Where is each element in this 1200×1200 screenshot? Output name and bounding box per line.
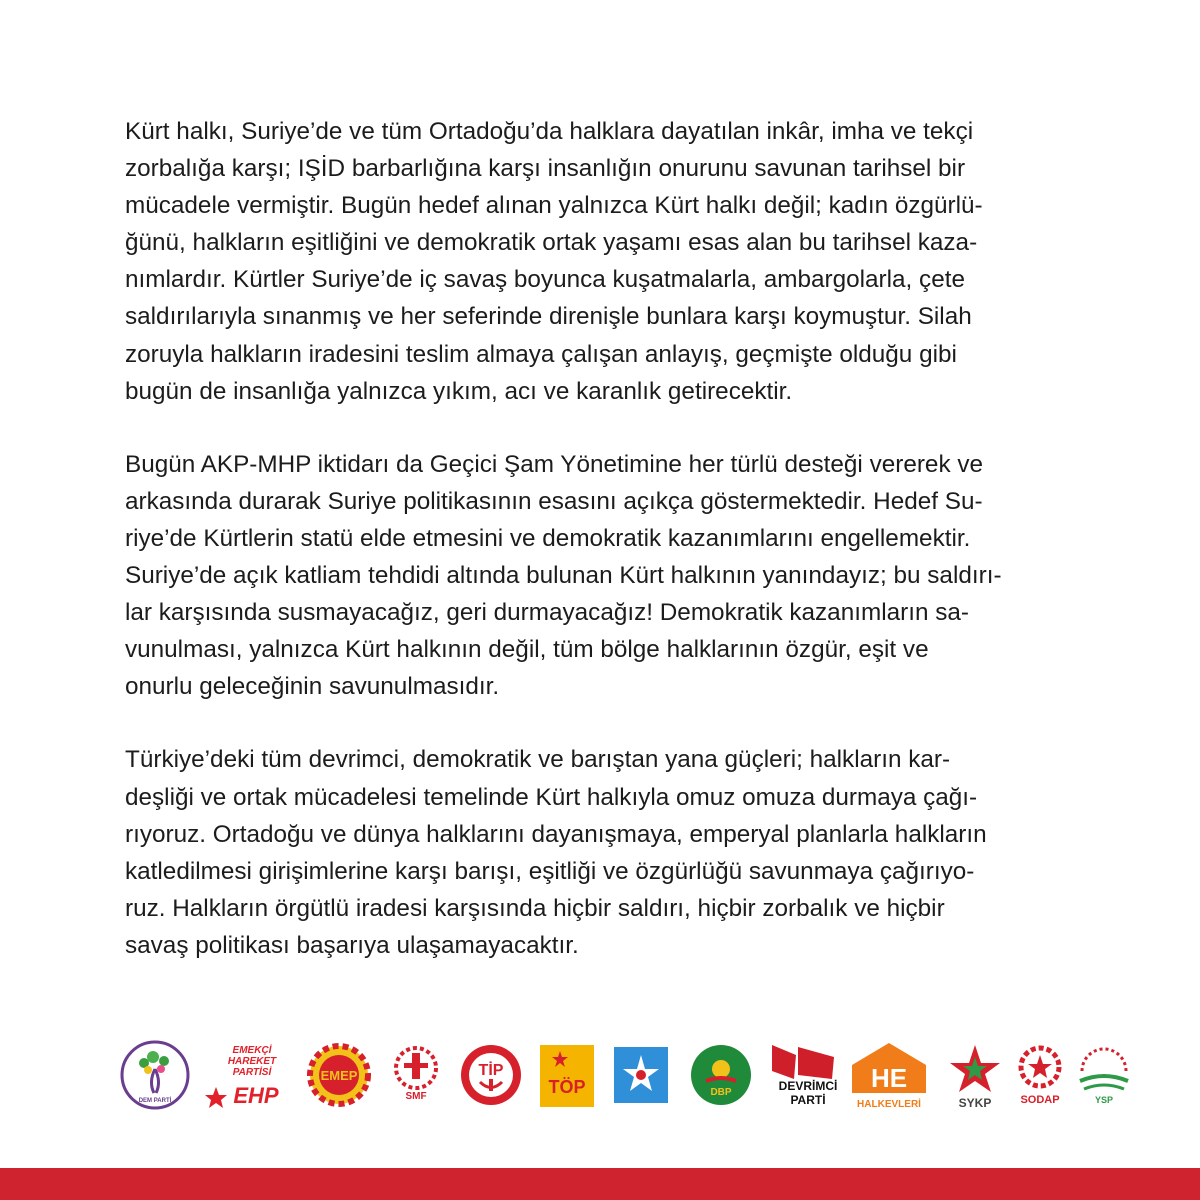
text-line: Kürt halkı, Suriye’de ve tüm Ortadoğu’da halklara dayatılan inkâr, imha ve tekçi <box>125 118 974 145</box>
text-line: zorbalığa karşı; IŞİD barbarlığına karşı insanlığın onurunu savunan tarihsel bir <box>125 155 966 183</box>
text-line: Türkiye’deki tüm devrimci, demokratik ve barıştan yana güçleri; halkların kar- <box>125 746 951 774</box>
svg-text:HE: HE <box>870 1063 908 1093</box>
paragraph-3 <box>125 741 1075 964</box>
sodap-logo <box>1014 1035 1066 1115</box>
smf-logo <box>388 1035 444 1115</box>
dbp-logo <box>688 1035 754 1115</box>
text-line: nımlardır. Kürtler Suriye’de iç savaş boyunca kuşatmalarla, ambargolarla, çete <box>125 266 965 294</box>
tip-logo <box>458 1035 524 1115</box>
text-line: deşliği ve ortak mücadelesi temelinde Kürt halkıyla omuz omuza durmaya çağı- <box>125 783 978 811</box>
svg-text:EMEP: EMEP <box>320 1068 358 1083</box>
svg-text:DEVRİMCİ: DEVRİMCİ <box>778 1079 838 1093</box>
devrimci-parti-logo <box>768 1035 838 1115</box>
svg-text:HALKEVLERİ: HALKEVLERİ <box>857 1099 921 1110</box>
statement-body <box>125 113 1075 964</box>
paragraph-1 <box>125 113 1075 410</box>
svg-text:SODAP: SODAP <box>1020 1094 1060 1106</box>
svg-text:DEM PARTİ: DEM PARTİ <box>138 1098 172 1104</box>
text-line: lar karşısında susmayacağız, geri durmayacağız! Demokratik kazanımların sa- <box>125 599 969 627</box>
party-logos-strip <box>118 1035 1114 1115</box>
svg-text:HAREKET: HAREKET <box>227 1056 277 1067</box>
text-line: rıyoruz. Ortadoğu ve dünya halklarını dayanışmaya, emperyal planlarla halkların <box>125 820 987 848</box>
text-line: savaş politikası başarıya ulaşamayacaktır. <box>125 931 579 959</box>
svg-text:PARTİSİ: PARTİSİ <box>232 1067 272 1078</box>
text-line: mücadele vermiştir. Bugün hedef alınan yalnızca Kürt halkı değil; kadın özgürlü- <box>125 192 983 220</box>
dem-parti-logo <box>118 1035 192 1115</box>
text-line: Bugün AKP-MHP iktidarı da Geçici Şam Yönetimine her türlü desteği vererek ve <box>125 450 984 478</box>
svg-text:PARTİ: PARTİ <box>790 1093 826 1107</box>
ysp-logo <box>1072 1035 1136 1115</box>
text-line: ğünü, halkların eşitliğini ve demokratik ortak yaşamı esas alan bu tarihsel kaza- <box>125 229 978 257</box>
svg-text:EHP: EHP <box>233 1083 279 1108</box>
svg-text:DBP: DBP <box>710 1087 732 1098</box>
text-line: ruz. Halkların örgütlü iradesi karşısında hiçbir saldırı, hiçbir zorbalık ve hiçbir <box>125 894 945 922</box>
text-line: onurlu geleceğinin savunulmasıdır. <box>125 673 500 701</box>
sykp-logo <box>946 1035 1004 1115</box>
svg-text:SMF: SMF <box>405 1091 427 1102</box>
text-line: saldırılarıyla sınanmış ve her seferinde direnişle bunlara karşı koymuştur. Silah <box>125 303 972 331</box>
text-line: Suriye’de açık katliam tehdidi altında bulunan Kürt halkının yanındayız; bu saldırı- <box>125 562 1002 590</box>
text-line: bugün de insanlığa yalnızca yıkım, acı ve karanlık getirecektir. <box>125 377 793 405</box>
ehp-logo <box>204 1035 290 1115</box>
footer-bar <box>0 1168 1200 1200</box>
top-logo <box>538 1035 596 1115</box>
text-line: katledilmesi girişimlerine karşı barışı, eşitliği ve özgürlüğü savunmaya çağırıyo- <box>125 857 975 885</box>
svg-text:TÖP: TÖP <box>548 1077 586 1097</box>
star-blue-logo <box>612 1035 670 1115</box>
svg-text:EMEKÇİ: EMEKÇİ <box>232 1045 272 1056</box>
text-line: arkasında durarak Suriye politikasının esasını açıkça göstermektedir. Hedef Su- <box>125 487 983 515</box>
svg-text:SYKP: SYKP <box>958 1096 992 1110</box>
halkevleri-logo <box>848 1035 930 1115</box>
svg-text:YSP: YSP <box>1094 1095 1114 1105</box>
emep-logo <box>306 1035 372 1115</box>
svg-text:TİP: TİP <box>478 1062 504 1079</box>
text-line: riye’de Kürtlerin statü elde etmesini ve demokratik kazanımlarını engellemektir. <box>125 524 971 552</box>
text-line: zoruyla halkların iradesini teslim almaya çalışan anlayış, geçmişte olduğu gibi <box>125 340 957 368</box>
text-line: vunulması, yalnızca Kürt halkının değil, tüm bölge halklarının özgür, eşit ve <box>125 636 929 664</box>
paragraph-2 <box>125 446 1075 706</box>
